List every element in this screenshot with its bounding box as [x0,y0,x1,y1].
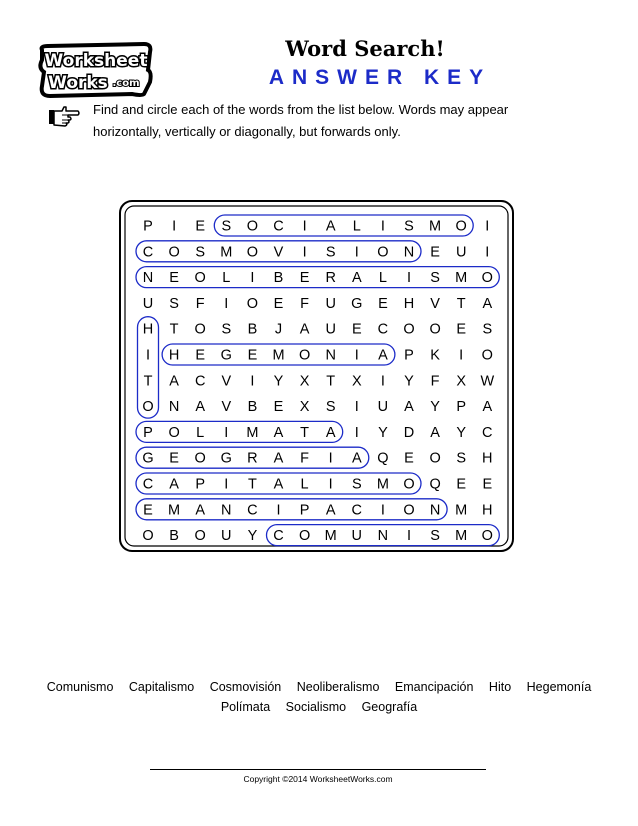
grid-letter: Q [429,476,441,493]
grid-letter: A [482,399,493,416]
word-list-item: Hito [488,680,512,694]
grid-letter: H [168,347,180,364]
grid-letter: X [351,373,362,390]
grid-letter: I [380,502,385,519]
grid-letter: Y [404,373,414,390]
grid-letter: O [194,270,206,287]
grid-letter: E [247,347,258,364]
grid-letter: T [300,424,310,441]
page-title: Word Search! [285,36,445,61]
word-list-item: Socialismo [285,700,347,714]
grid-letter: O [168,244,180,261]
grid-letter: N [429,502,441,519]
grid-letter: I [459,347,464,364]
grid-letter: A [378,347,388,364]
grid-letter: I [380,218,385,235]
grid-letter: I [302,218,307,235]
grid-letter: I [354,424,359,441]
grid-letter: O [246,218,259,235]
grid-letter: A [195,399,206,416]
grid-letter: T [456,295,466,312]
answer-key-label: ANSWER KEY [268,66,492,89]
grid-letter: M [376,476,389,493]
grid-letter: H [482,450,493,467]
grid-letter: O [481,528,493,545]
grid-letter: I [250,373,255,390]
grid-letter: K [430,347,440,364]
grid-letter: O [403,476,415,493]
grid-letter: E [195,218,206,235]
grid-letter: A [273,450,284,467]
word-list-item: Capitalismo [128,680,195,694]
grid-letter: I [302,244,307,261]
grid-letter: C [482,424,493,441]
grid-letter: P [143,218,153,235]
grid-letter: A [273,424,284,441]
grid-letter: A [325,218,336,235]
grid-letter: O [455,218,467,235]
grid-letter: C [273,218,284,235]
grid-letter: O [298,528,311,545]
grid-letter: R [247,450,258,467]
grid-letter: L [378,270,387,287]
grid-letter: I [406,528,412,545]
grid-letter: U [325,321,336,338]
grid-letter: U [142,295,154,312]
grid-letter: O [403,321,415,338]
grid-letter: E [169,450,179,467]
answer-outline [136,421,343,442]
grid-letter: R [325,270,336,287]
grid-letter: I [145,347,151,364]
grid-letter: L [352,218,361,235]
grid-letter: B [247,321,258,338]
grid-letter: O [142,399,154,416]
grid-letter: O [377,244,389,261]
grid-letter: L [222,270,231,287]
grid-letter: A [404,399,414,416]
grid-letter: J [274,321,283,338]
grid-letter: V [221,399,232,416]
grid-letter: E [143,502,153,519]
grid-letter: M [455,270,468,287]
worksheetworks-logo [36,42,156,98]
grid-letter: C [142,244,154,261]
grid-letter: A [351,270,362,287]
grid-letter: I [224,476,229,493]
grid-letter: Y [273,373,284,390]
grid-letter: C [351,502,363,519]
grid-letter: T [326,373,336,390]
grid-letter: Y [456,424,467,441]
grid-letter: E [456,476,467,493]
grid-letter: T [143,373,153,390]
grid-letter: E [273,295,284,312]
grid-letter: G [220,450,232,467]
grid-letter: G [351,295,363,312]
answer-outline [136,267,499,288]
grid-letter: I [354,244,359,261]
grid-letter: V [430,295,440,312]
puzzle-inner-border [125,206,508,546]
grid-letter: S [404,218,414,235]
grid-letter: C [247,502,258,519]
grid-letter: H [482,502,493,519]
grid-letter: F [195,295,205,312]
grid-letter: B [169,528,179,545]
grid-letter: A [169,373,179,390]
grid-letter: I [485,218,490,235]
grid-letter: S [430,270,440,287]
grid-letter: M [246,424,259,441]
word-list-item: Polímata [220,700,271,714]
word-list-line-1 [20,677,618,697]
grid-letter: S [430,528,440,545]
grid-letter: C [273,528,284,545]
logo-line-1: Worksheet [44,51,148,71]
grid-letter: U [351,528,363,545]
grid-letter: S [325,244,336,261]
grid-letter: E [378,295,388,312]
grid-letter: U [377,399,389,416]
grid-letter: Y [378,424,388,441]
grid-letter: H [142,321,154,338]
word-search-puzzle [118,199,515,553]
grid-letter: A [273,476,284,493]
grid-letter: A [325,424,336,441]
grid-letter: V [221,373,232,390]
grid-letter: E [273,399,284,416]
grid-letter: P [456,399,467,416]
copyright-footer: Copyright ©2014 WorksheetWorks.com [243,774,393,784]
grid-letter: O [246,244,259,261]
grid-letter: N [403,244,415,261]
grid-letter: O [403,502,415,519]
grid-letter: O [298,347,311,364]
grid-letter: M [220,244,233,261]
grid-letter: E [195,347,206,364]
grid-letter: S [195,244,206,261]
word-list-item: Comunismo [46,680,114,694]
pointing-hand-icon [48,104,80,128]
grid-letter: T [247,476,257,493]
grid-letter: M [455,528,468,545]
instructions: Find and circle each of the words from the list below. Words may appear horizontally, vertically or diagonally, but forwards only. [93,102,509,139]
grid-letter: E [456,321,467,338]
grid-letter: G [142,450,154,467]
grid-letter: I [224,295,229,312]
word-list [20,677,618,717]
answer-outline [136,499,447,520]
grid-letter: X [456,373,467,390]
grid-letter: E [351,321,362,338]
grid-letter: C [142,476,154,493]
grid-letter: I [328,476,333,493]
grid-letter: S [169,295,179,312]
grid-letter: N [325,347,336,364]
grid-letter: U [455,244,467,261]
word-list-item: Cosmovisión [209,680,282,694]
grid-letter: O [429,450,441,467]
logo-line-3: .com [112,78,140,89]
grid-letter: S [351,476,362,493]
grid-letter: X [299,373,310,390]
grid-letter: E [482,476,493,493]
grid-letter: U [221,528,232,545]
grid-letter: E [430,244,440,261]
grid-letter: F [300,450,310,467]
grid-letter: B [273,270,284,287]
grid-letter: B [247,399,258,416]
grid-letter: L [300,476,309,493]
grid-letter: E [169,270,179,287]
grid-letter: Y [430,399,440,416]
grid-letter: T [169,321,179,338]
grid-letter: A [325,502,336,519]
grid-letter: M [272,347,285,364]
grid-letter: I [276,502,281,519]
grid-letter: F [430,373,440,390]
grid-letter: X [299,399,310,416]
grid-letter: O [194,450,206,467]
grid-letter: I [354,347,359,364]
grid-letter: I [172,218,177,235]
grid-letter: O [194,528,206,545]
grid-letter: M [429,218,442,235]
grid-letter: A [299,321,310,338]
grid-letter: W [480,373,495,390]
word-list-line-2 [20,697,618,717]
grid-letter: G [220,347,232,364]
grid-letter: I [380,373,385,390]
word-list-item: Neoliberalismo [296,680,380,694]
grid-letter: N [377,528,389,545]
grid-letter: I [406,270,412,287]
grid-letter: M [455,502,468,519]
grid-letter: I [328,450,333,467]
grid-letter: O [481,347,493,364]
grid-letter: S [456,450,467,467]
grid-letter: O [168,424,180,441]
grid-letter: I [224,424,229,441]
grid-letter: S [221,218,232,235]
grid-letter: O [481,270,493,287]
grid-letter: D [403,424,415,441]
grid-letter: I [250,270,255,287]
grid-letter: O [429,321,441,338]
footer-divider [150,769,486,770]
grid-letter: I [485,244,490,261]
grid-letter: S [325,399,336,416]
grid-letter: U [325,295,336,312]
grid-letter: S [221,321,232,338]
grid-letter: Q [377,450,389,467]
grid-letter: P [299,502,310,519]
word-list-item: Hegemonía [526,680,592,694]
grid-letter: I [354,399,359,416]
grid-letter: O [194,321,206,338]
grid-letter: O [246,295,259,312]
grid-letter: V [273,244,284,261]
grid-letter: A [430,424,440,441]
grid-letter: O [142,528,154,545]
grid-letter: N [142,270,154,287]
grid-letter: L [196,424,205,441]
grid-letter: C [194,373,206,390]
grid-letter: A [482,295,493,312]
word-list-item: Emancipación [394,680,474,694]
grid-letter: A [195,502,206,519]
grid-letter: P [195,476,206,493]
grid-letter: F [300,295,310,312]
grid-letter: N [221,502,232,519]
grid-letter: A [351,450,362,467]
logo-line-2: Works [48,73,108,93]
grid-letter: P [143,424,153,441]
grid-letter: N [168,399,180,416]
grid-letter: M [324,528,337,545]
grid-letter: A [169,476,179,493]
grid-letter: M [168,502,181,519]
grid-letter: S [482,321,493,338]
grid-letter: E [299,270,310,287]
grid-letter: E [404,450,414,467]
grid-letter: P [404,347,414,364]
grid-letter: Y [247,528,258,545]
grid-letter: H [403,295,415,312]
grid-letter: C [377,321,389,338]
word-list-item: Geografía [361,700,418,714]
